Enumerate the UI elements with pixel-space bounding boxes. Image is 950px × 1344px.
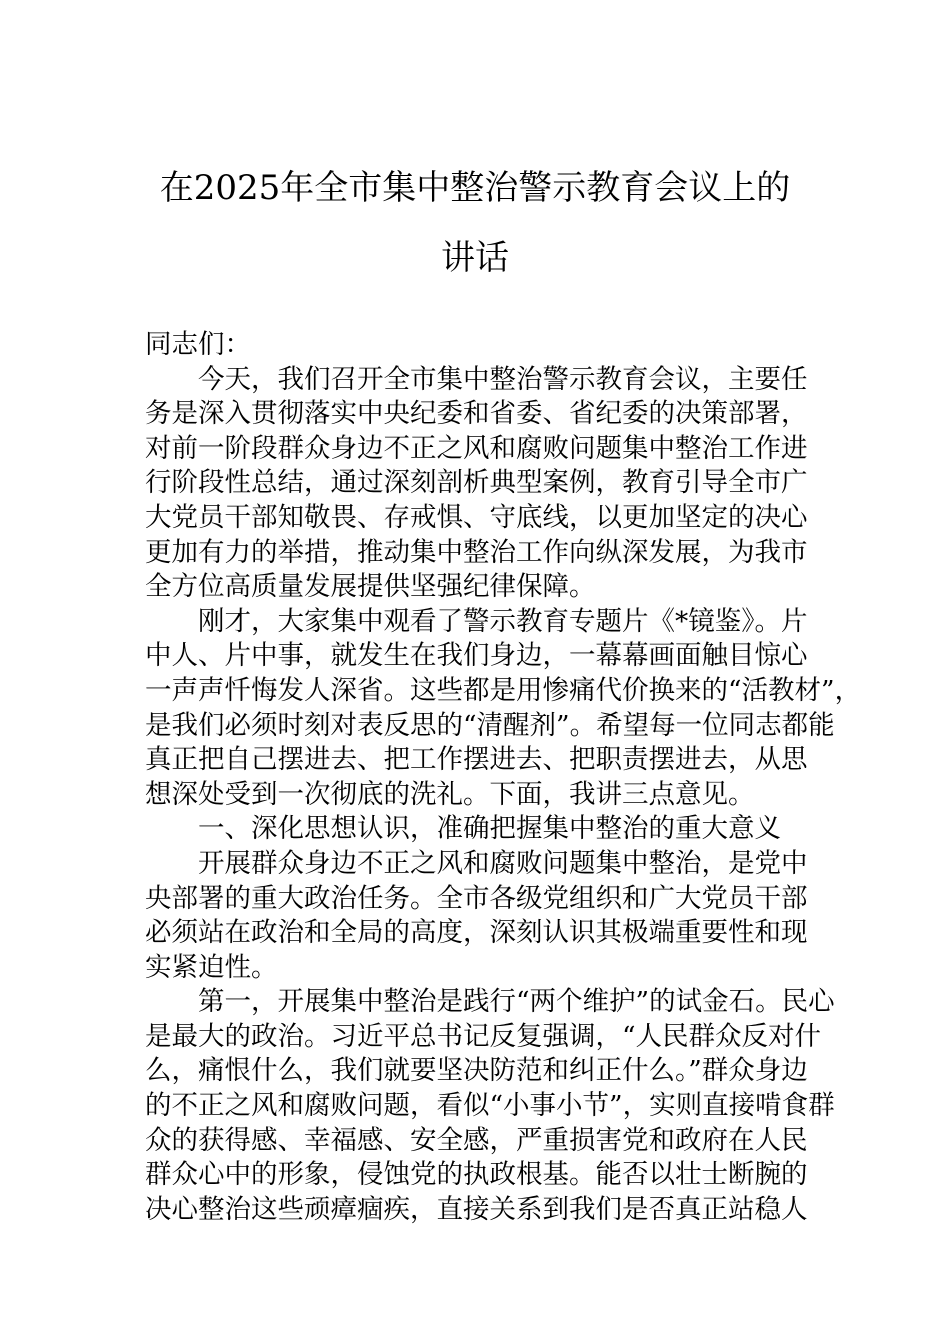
text-line: 中人、片中事，就发生在我们身边，一幕幕画面触目惊心 — [145, 640, 808, 672]
text-line: 对前一阶段群众身边不正之风和腐败问题集中整治工作进 — [145, 432, 808, 464]
text-line: 众的获得感、幸福感、安全感，严重损害党和政府在人民 — [145, 1124, 808, 1156]
text-line: 是最大的政治。习近平总书记反复强调，“人民群众反对什 — [145, 1020, 822, 1052]
section-heading — [145, 812, 807, 847]
text-line: 行阶段性总结，通过深刻剖析典型案例，教育引导全市广 — [145, 467, 808, 499]
text-line: 必须站在政治和全局的高度，深刻认识其极端重要性和现 — [145, 917, 808, 949]
paragraph — [145, 328, 807, 363]
text-line: 同志们： — [145, 329, 251, 360]
text-line: 第一，开展集中整治是践行“两个维护”的试金石。民心 — [198, 986, 835, 1018]
text-line: 的不正之风和腐败问题，看似“小事小节”，实则直接啃食群 — [145, 1090, 835, 1122]
text-line: 央部署的重大政治任务。全市各级党组织和广大党员干部 — [145, 882, 808, 914]
paragraph — [145, 363, 807, 605]
text-line: 大党员干部知敬畏、存戒惧、守底线，以更加坚定的决心 — [145, 501, 808, 533]
paragraph — [145, 847, 807, 985]
text-line: 想深处受到一次彻底的洗礼。下面，我讲三点意见。 — [145, 778, 755, 810]
text-line: 么，痛恨什么，我们就要坚决防范和纠正什么。”群众身边 — [145, 1055, 808, 1087]
text-line: 更加有力的举措，推动集中整治工作向纵深发展，为我市 — [145, 536, 808, 568]
paragraph — [145, 985, 835, 1227]
text-line: 群众心中的形象，侵蚀党的执政根基。能否以壮士断腕的 — [145, 1159, 808, 1191]
text-line: 刚才，大家集中观看了警示教育专题片《*镜鉴》。片 — [198, 605, 808, 637]
text-line: 实紧迫性。 — [145, 951, 278, 983]
paragraph — [145, 605, 862, 813]
text-line: 今天，我们召开全市集中整治警示教育会议，主要任 — [198, 363, 808, 395]
document-title-line-1: 在2025年全市集中整治警示教育会议上的 — [159, 168, 791, 208]
text-line: 开展群众身边不正之风和腐败问题集中整治，是党中 — [198, 847, 808, 879]
text-line: 全方位高质量发展提供坚强纪律保障。 — [145, 571, 596, 603]
text-line: 务是深入贯彻落实中央纪委和省委、省纪委的决策部署， — [145, 398, 808, 430]
text-line: 真正把自己摆进去、把工作摆进去、把职责摆进去，从思 — [145, 744, 808, 776]
text-line: 一声声忏悔发人深省。这些都是用惨痛代价换来的“活教材”， — [145, 674, 862, 706]
text-line: 决心整治这些顽瘴痼疾，直接关系到我们是否真正站稳人 — [145, 1193, 808, 1225]
text-line: 一、深化思想认识，准确把握集中整治的重大意义 — [198, 813, 781, 845]
document-body — [145, 328, 862, 1227]
text-line: 是我们必须时刻对表反思的“清醒剂”。希望每一位同志都能 — [145, 709, 835, 741]
document-title-line-2: 讲话 — [441, 238, 509, 278]
